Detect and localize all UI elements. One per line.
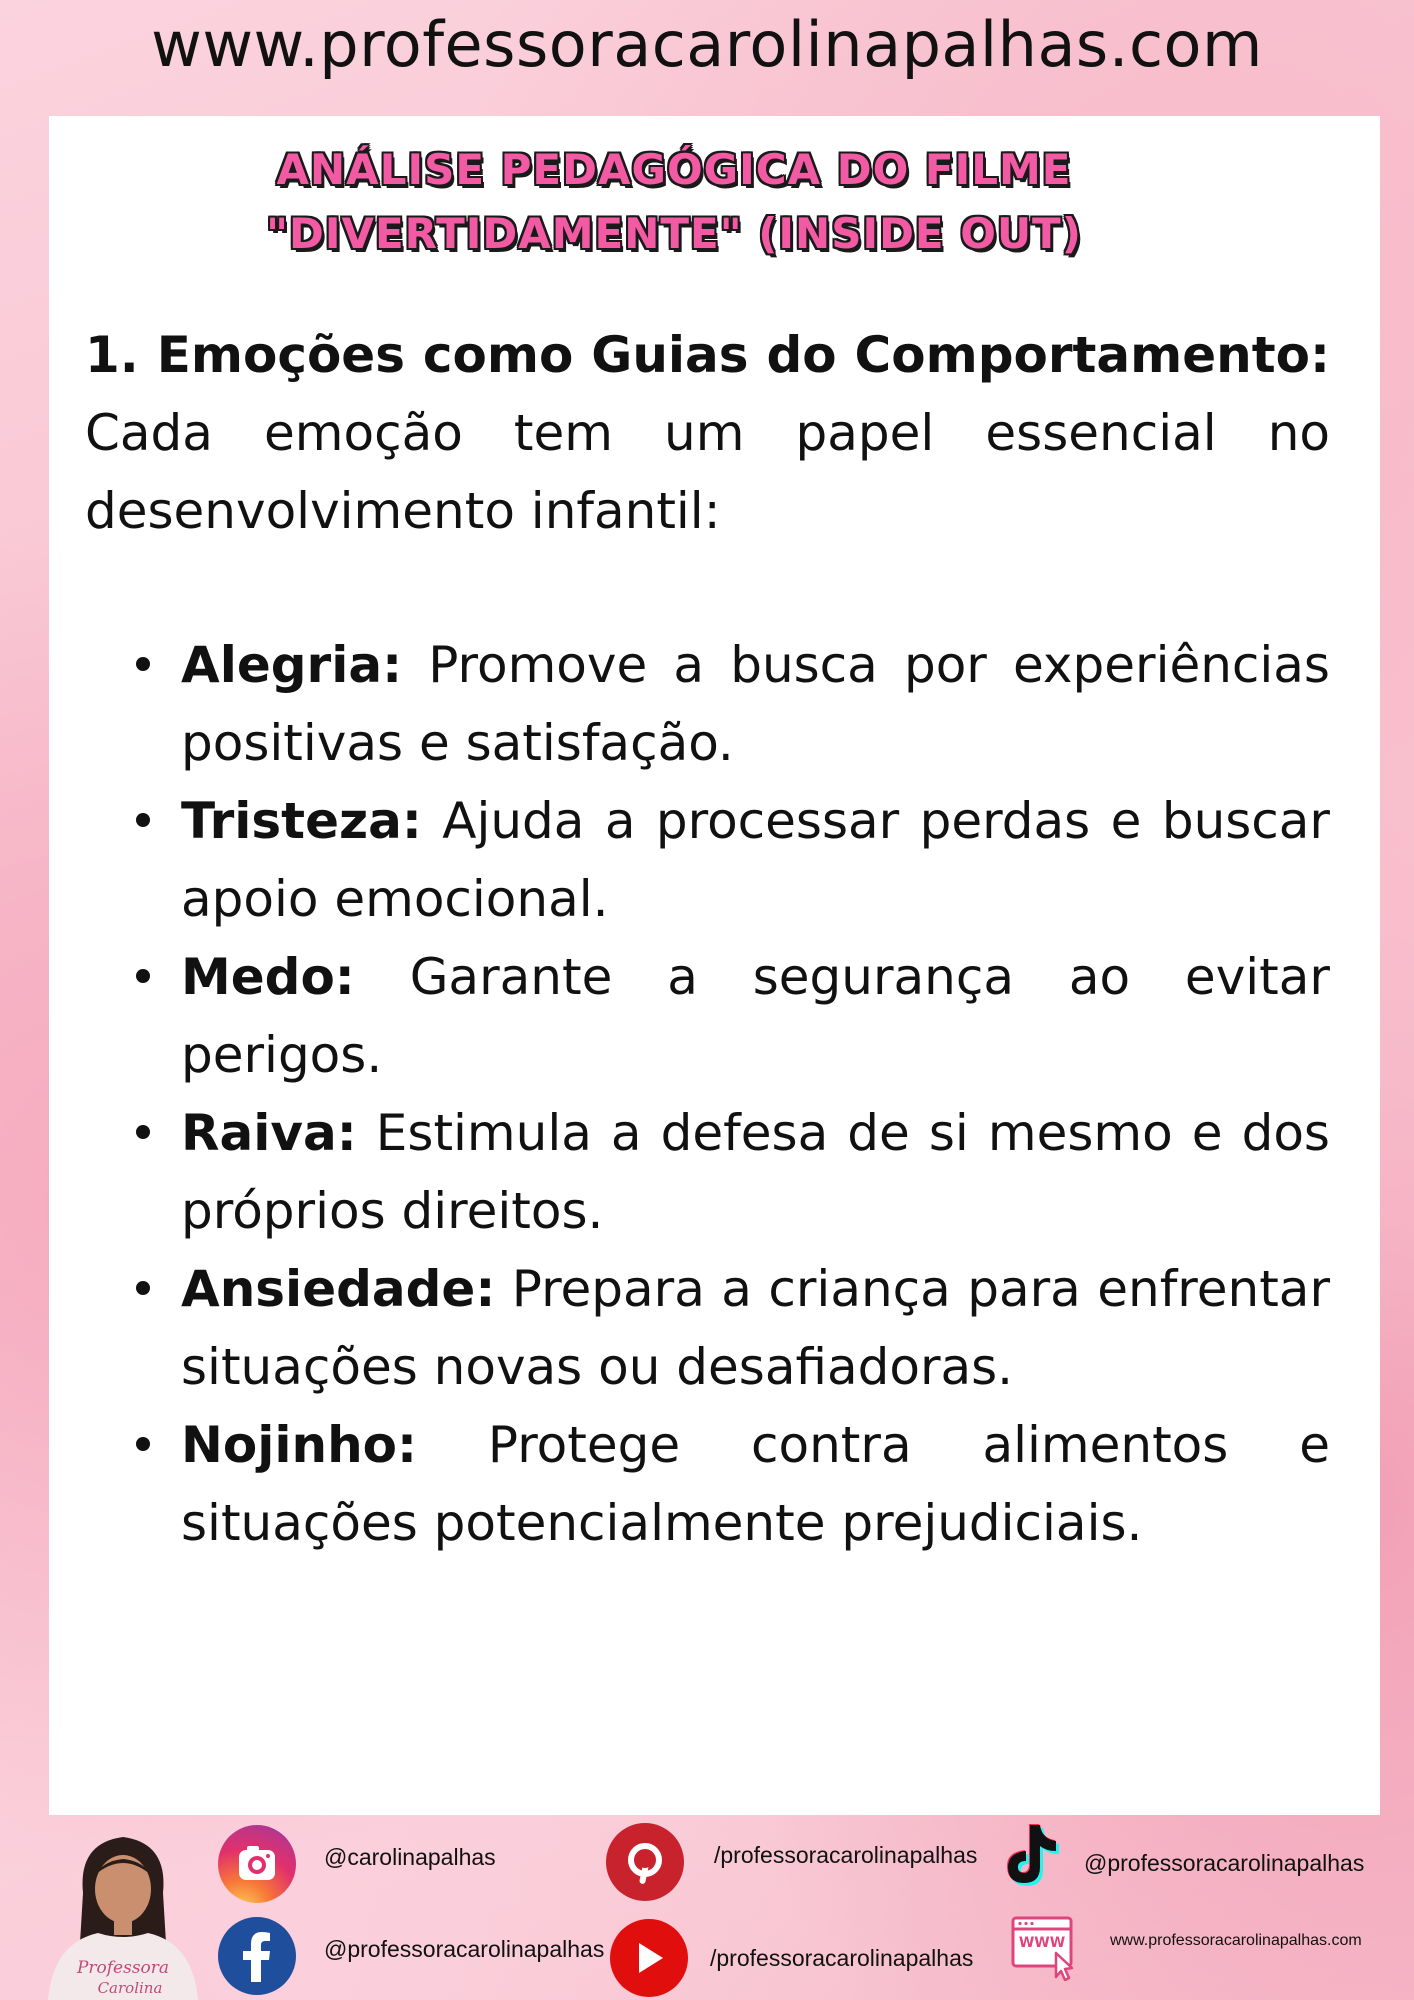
emotion-term: Tristeza: xyxy=(181,792,422,850)
avatar xyxy=(38,1823,208,2000)
section-heading: 1. Emoções como Guias do Comportamento: xyxy=(85,326,1330,384)
list-item xyxy=(181,938,1330,1094)
list-item xyxy=(181,1406,1330,1562)
youtube-handle: /professoracarolinapalhas xyxy=(710,1944,974,1971)
youtube-icon xyxy=(610,1919,688,1997)
emotion-description: Estimula a defesa de si mesmo e dos próprios direitos. xyxy=(181,1104,1330,1240)
section-intro xyxy=(85,316,1330,550)
tiktok-icon xyxy=(1000,1821,1066,1891)
svg-text:Professora: Professora xyxy=(76,1958,170,1978)
website-handle: www.professoracarolinapalhas.com xyxy=(1110,1932,1362,1949)
emotion-term: Ansiedade: xyxy=(181,1260,496,1318)
list-item xyxy=(181,1250,1330,1406)
list-item xyxy=(181,1094,1330,1250)
facebook-icon xyxy=(218,1917,296,1995)
content-card xyxy=(49,116,1380,1815)
youtube-link[interactable] xyxy=(610,1919,973,1997)
facebook-link[interactable] xyxy=(218,1917,604,1995)
title-line-1: ANÁLISE PEDAGÓGICA DO FILME xyxy=(276,145,1072,194)
emotion-description: Protege contra alimentos e situações potencialmente prejudiciais. xyxy=(181,1416,1330,1552)
section-intro-text: Cada emoção tem um papel essencial no desenvolvimento infantil: xyxy=(85,404,1330,540)
pinterest-link[interactable] xyxy=(606,1823,977,1901)
emotion-term: Nojinho: xyxy=(181,1416,418,1474)
emotions-list xyxy=(181,626,1330,1562)
instagram-link[interactable] xyxy=(218,1825,496,1903)
emotion-term: Raiva: xyxy=(181,1104,357,1162)
svg-text:Carolina: Carolina xyxy=(97,1979,163,1997)
emotion-description: Garante a segurança ao evitar perigos. xyxy=(181,948,1330,1084)
pinterest-icon xyxy=(606,1823,684,1901)
site-url-header: www.professoracarolinapalhas.com xyxy=(151,8,1263,81)
emotion-term: Alegria: xyxy=(181,636,403,694)
emotion-description: Promove a busca por experiências positivas e satisfação. xyxy=(181,636,1330,772)
www-icon xyxy=(1010,1915,1078,1981)
instagram-icon xyxy=(218,1825,296,1903)
tiktok-link[interactable] xyxy=(1000,1821,1364,1891)
emotion-description: Ajuda a processar perdas e buscar apoio emocional. xyxy=(181,792,1330,928)
title-line-2: "DIVERTIDAMENTE" (INSIDE OUT) xyxy=(266,209,1082,258)
page-title xyxy=(49,138,1299,266)
website-link[interactable] xyxy=(1010,1915,1362,1981)
emotion-description: Prepara a criança para enfrentar situações novas ou desafiadoras. xyxy=(181,1260,1330,1396)
emotion-term: Medo: xyxy=(181,948,355,1006)
www-icon-label: WWW xyxy=(1018,1935,1066,1951)
list-item xyxy=(181,626,1330,782)
pinterest-handle: /professoracarolinapalhas xyxy=(714,1841,978,1868)
facebook-handle: @professoracarolinapalhas xyxy=(324,1935,605,1962)
list-item xyxy=(181,782,1330,938)
instagram-handle: @carolinapalhas xyxy=(324,1843,496,1870)
social-footer xyxy=(0,1815,1414,2000)
tiktok-handle: @professoracarolinapalhas xyxy=(1084,1849,1365,1876)
